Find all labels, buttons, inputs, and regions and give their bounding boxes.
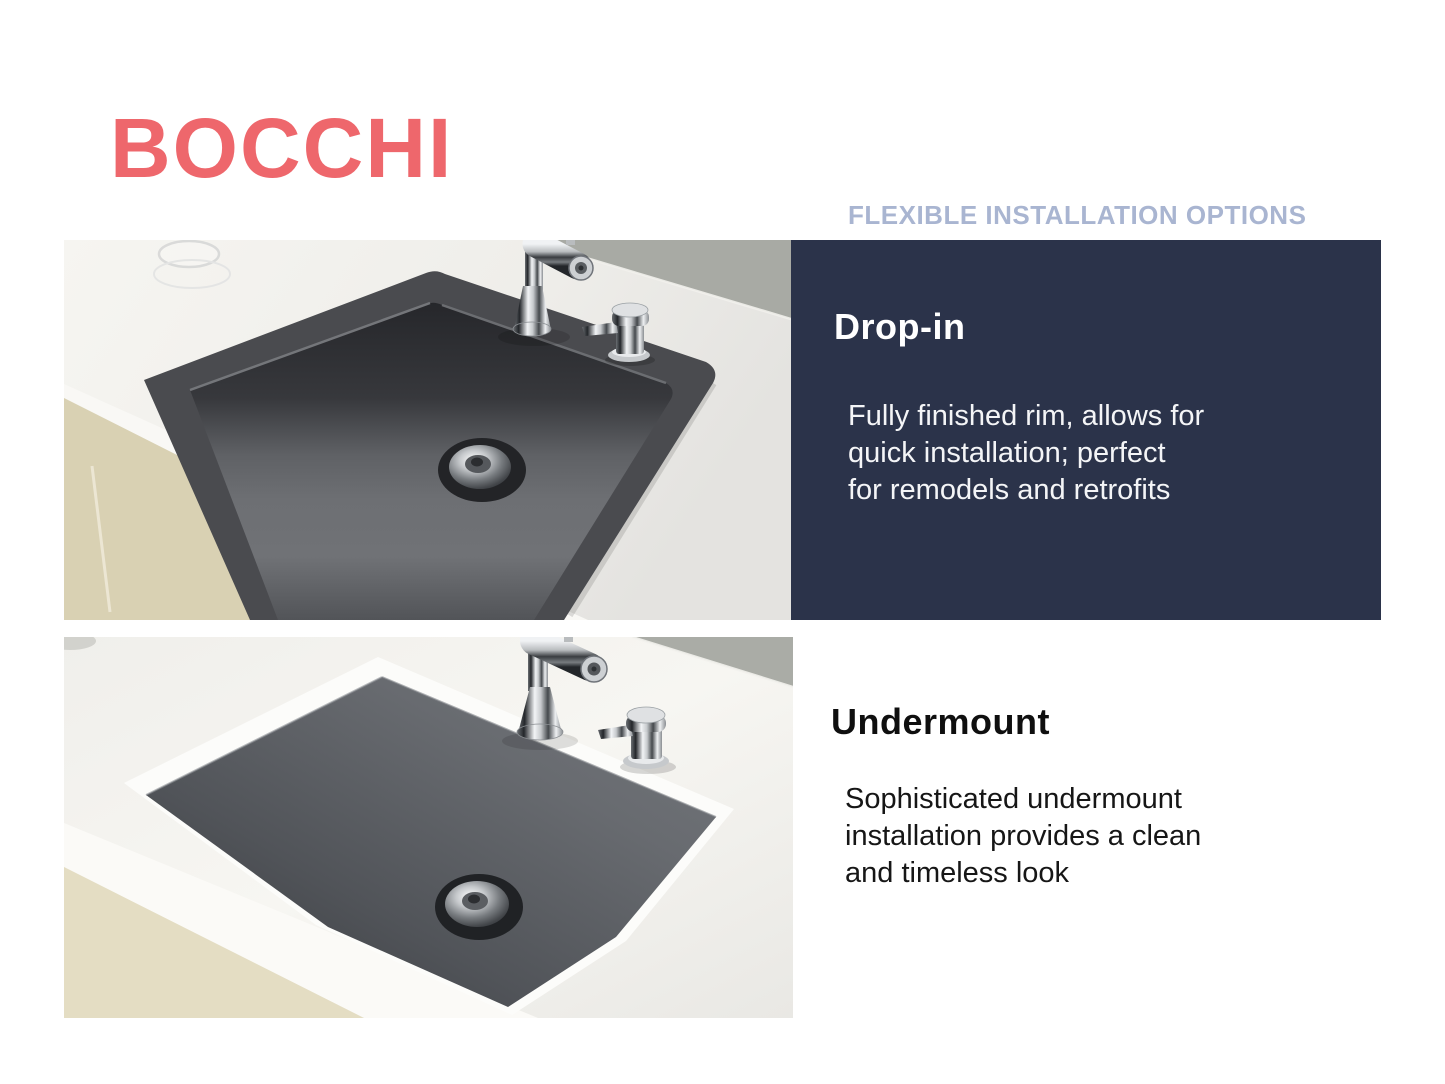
- undermount-text-block: [831, 637, 1371, 1018]
- description-line: installation provides a clean: [845, 820, 1202, 852]
- drop-in-photo: [64, 240, 791, 620]
- description-line: and timeless look: [845, 857, 1070, 889]
- description-line: Fully finished rim, allows for: [848, 400, 1205, 432]
- brand-logo: BOCCHI: [110, 101, 454, 195]
- drop-in-description: [848, 398, 1204, 509]
- undermount-title: Undermount: [831, 701, 1050, 742]
- tagline: FLEXIBLE INSTALLATION OPTIONS: [848, 200, 1307, 230]
- description-line: quick installation; perfect: [848, 437, 1166, 469]
- drop-in-sink-scene: [64, 240, 791, 620]
- undermount-sink-scene: [64, 637, 793, 1018]
- section-undermount: [64, 637, 1381, 1018]
- drain-strainer: [438, 438, 526, 502]
- drop-in-title: Drop-in: [834, 306, 966, 347]
- description-line: for remodels and retrofits: [848, 474, 1171, 506]
- drain-strainer: [435, 874, 523, 940]
- drop-in-panel: [791, 240, 1381, 620]
- undermount-description: [845, 781, 1201, 892]
- undermount-photo: [64, 637, 793, 1018]
- section-drop-in: [64, 240, 1381, 620]
- description-line: Sophisticated undermount: [845, 783, 1182, 815]
